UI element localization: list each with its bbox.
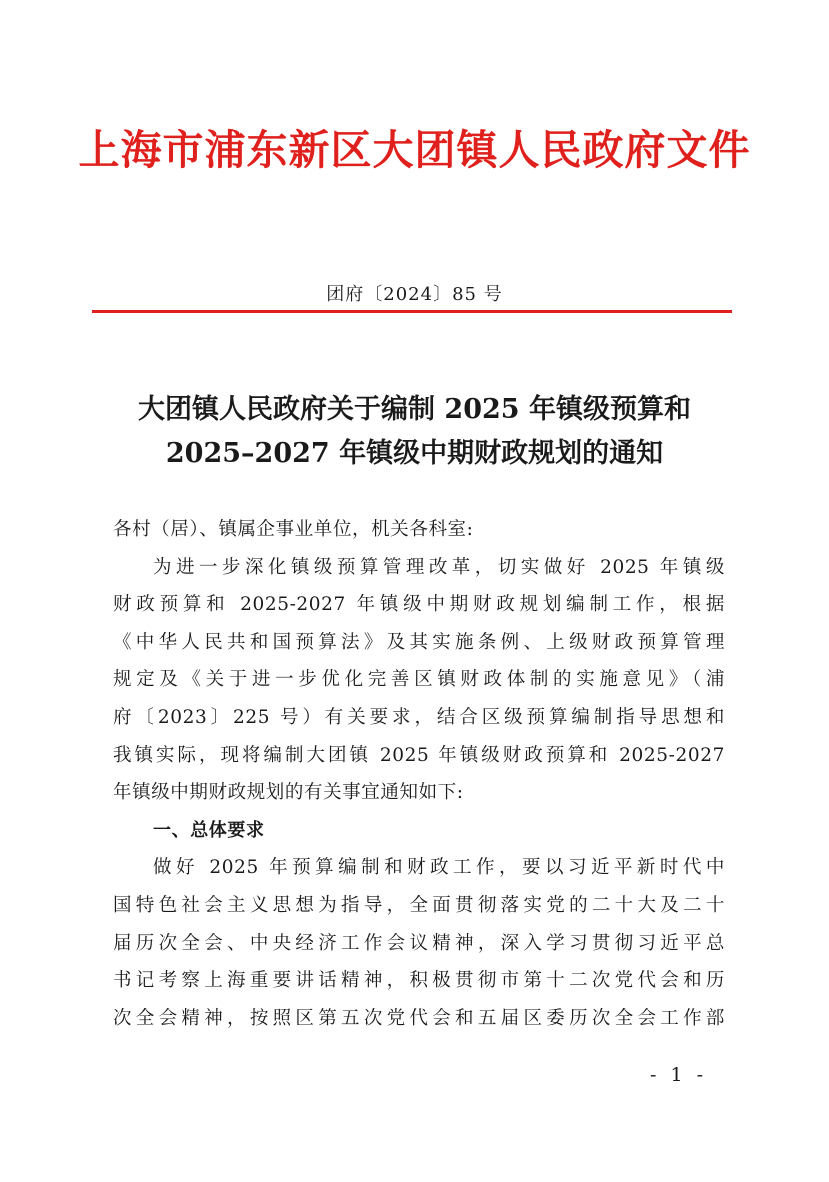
issuer-header-title: 上海市浦东新区大团镇人民政府文件	[78, 126, 751, 174]
paragraph-2-line: 次全会精神，按照区第五次党代会和五届区委历次全会工作部	[113, 1007, 725, 1029]
document-title	[0, 388, 829, 476]
paragraph-1-line: 《中华人民共和国预算法》及其实施条例、上级财政预算管理	[113, 631, 725, 653]
paragraph-2-line: 书记考察上海重要讲话精神，积极贯彻市第十二次党代会和历	[113, 970, 725, 992]
document-number: 团府〔2024〕85 号	[326, 284, 503, 305]
salutation: 各村（居）、镇属企事业单位，机关各科室:	[113, 519, 474, 540]
document-body	[113, 511, 725, 1037]
paragraph-1-line: 年镇级中期财政规划的有关事宜通知如下:	[113, 782, 464, 804]
paragraph-1-line: 财政预算和 2025-2027 年镇级中期财政规划编制工作，根据	[113, 594, 725, 616]
document-title-line-1: 大团镇人民政府关于编制 2025 年镇级预算和	[138, 394, 691, 425]
paragraph-2-line: 国特色社会主义思想为指导，全面贯彻落实党的二十大及二十	[113, 894, 725, 916]
paragraph-1-line: 府〔2023〕225 号）有关要求，结合区级预算编制指导思想和	[113, 706, 725, 728]
red-separator-line	[92, 310, 732, 313]
paragraph-1-line: 我镇实际，现将编制大团镇 2025 年镇级财政预算和 2025-2027	[113, 744, 725, 766]
paragraph-1-line: 为进一步深化镇级预算管理改革，切实做好 2025 年镇级	[153, 556, 725, 578]
paragraph-1-line: 规定及《关于进一步优化完善区镇财政体制的实施意见》（浦	[113, 669, 725, 691]
page-number: - 1 -	[650, 1064, 708, 1086]
document-title-line-2: 2025–2027 年镇级中期财政规划的通知	[165, 438, 664, 469]
section-1-heading: 一、总体要求	[153, 819, 265, 841]
paragraph-2-line: 届历次全会、中央经济工作会议精神，深入学习贯彻习近平总	[113, 932, 725, 954]
paragraph-2-line: 做好 2025 年预算编制和财政工作，要以习近平新时代中	[153, 857, 725, 879]
